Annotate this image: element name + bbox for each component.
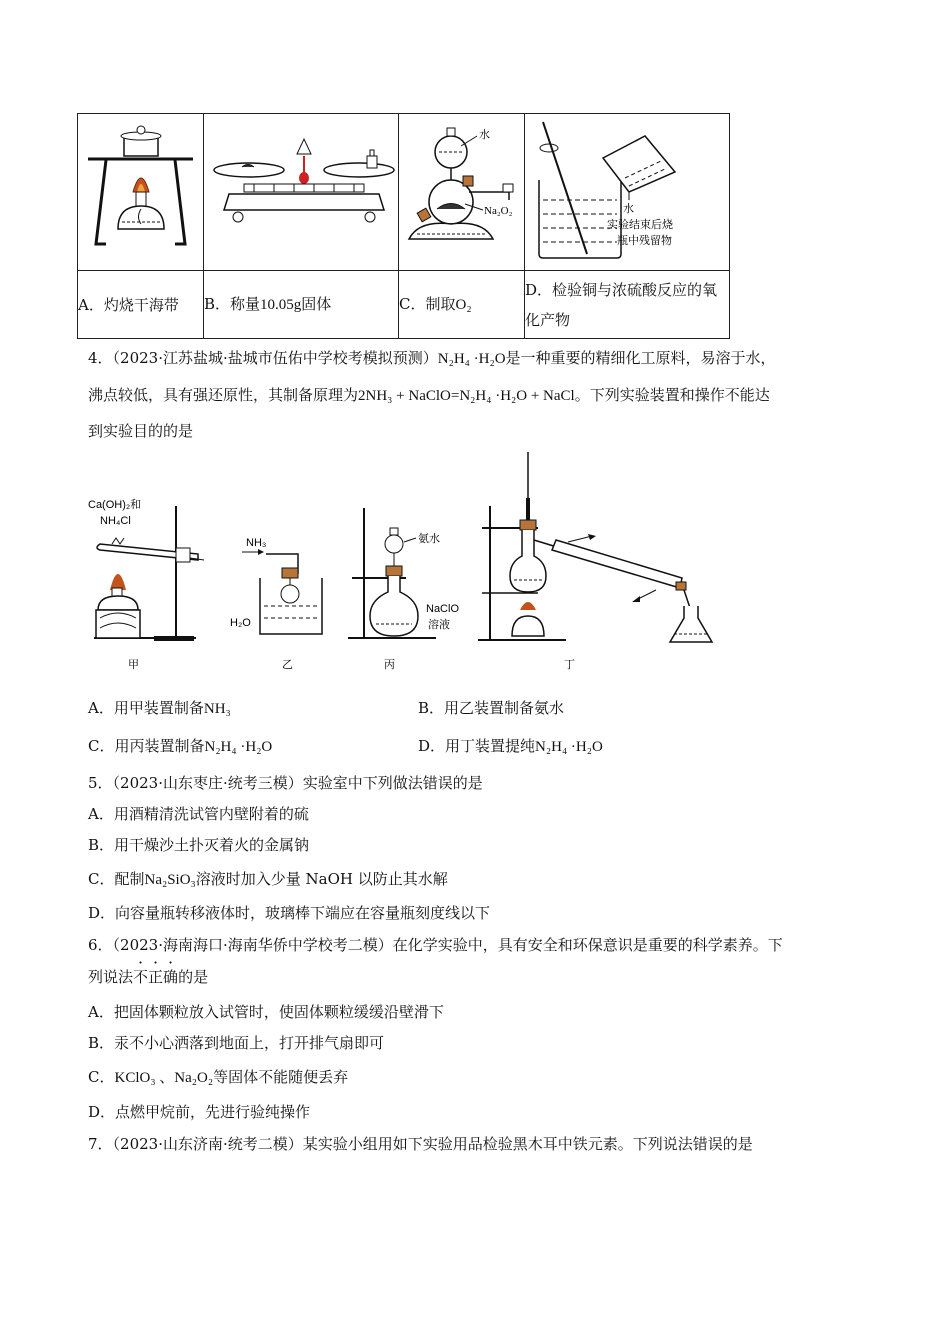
apparatus-jia	[88, 498, 204, 671]
q6-option-c: C．KClO₃ 、Na₂O₂等固体不能随便丢弃	[88, 1068, 349, 1086]
q5-option-d: D．向容量瓶转移液体时，玻璃棒下端应在容量瓶刻度线以下	[88, 904, 491, 922]
svg-text:乙: 乙	[282, 659, 293, 671]
apparatus-yi	[230, 537, 322, 671]
q6-option-d: D．点燃甲烷前，先进行验纯操作	[88, 1103, 311, 1121]
svg-text:NH₃: NH₃	[246, 537, 267, 549]
na2o2-label: Na₂O₂	[484, 205, 513, 217]
pouring-figure	[525, 114, 729, 270]
q3-options-table	[77, 113, 730, 339]
burning-kelp-apparatus-figure	[78, 114, 203, 270]
q4-formula: N₂H₄ ·H₂O	[437, 351, 506, 367]
figure-d-cell	[525, 114, 730, 271]
q5-option-b: B．用干燥沙土扑灭着火的金属钠	[88, 836, 310, 854]
q5-option-c: C．配制Na₂SiO₃溶液时加入少量 NaOH 以防止其水解	[88, 870, 448, 888]
q4-option-a: A．用甲装置制备NH₃	[88, 699, 231, 717]
q6-option-b: B．汞不小心洒落到地面上，打开排气扇即可	[88, 1034, 385, 1052]
residue-label-1: 实验结束后烧	[607, 218, 673, 231]
q4-stem-line-2: 沸点较低，具有强还原性，其制备原理为2NH₃ + NaClO=N₂H₄ ·H₂O + NaCl。下列实验装置和操作不能达	[88, 386, 770, 404]
q4-option-b: B．用乙装置制备氨水	[418, 699, 565, 717]
q4-stem-line-3: 到实验目的的是	[88, 422, 194, 440]
option-c-caption: C．制取O₂	[399, 271, 525, 339]
q7-stem: 7．（2023·山东济南·统考二模）某实验小组用如下实验用品检验黑木耳中铁元素。下列说法错误的是	[88, 1135, 753, 1153]
option-b-caption: B．称量10.05g固体	[204, 271, 399, 339]
option-a-caption: A．灼烧干海带	[78, 271, 204, 339]
svg-text:H₂O: H₂O	[230, 617, 251, 629]
water-label: 水	[479, 128, 490, 141]
apparatus-bing	[348, 508, 459, 671]
svg-text:甲: 甲	[128, 659, 139, 671]
figure-a-cell	[78, 114, 204, 271]
svg-text:氨水: 氨水	[418, 533, 440, 545]
q6-emphasis	[133, 968, 178, 986]
q4-stem-line-1: 4．（2023·江苏盐城·盐城市伍佑中学校考模拟预测）N₂H₄ ·H₂O是一种重要的精细化工原料，易溶于水，	[88, 349, 776, 367]
q4-option-c: C．用丙装置制备N₂H₄ ·H₂O	[88, 737, 273, 755]
svg-text:溶液: 溶液	[428, 619, 450, 631]
svg-text:NH₄Cl: NH₄Cl	[100, 515, 131, 527]
q5-stem: 5．（2023·山东枣庄·统考三模）实验室中下列做法错误的是	[88, 774, 483, 792]
water-d-label: 水	[623, 202, 634, 215]
q5-option-a: A．用酒精清洗试管内壁附着的硫	[88, 805, 309, 823]
figure-c-cell	[399, 114, 525, 271]
q4-equation: 2NH₃ + NaClO=N₂H₄ ·H₂O + NaCl	[358, 388, 575, 404]
figure-b-cell	[204, 114, 399, 271]
svg-text:丁: 丁	[564, 659, 575, 671]
svg-text:丙: 丙	[384, 659, 395, 671]
emphasized-char: 确	[163, 968, 179, 986]
apparatus-ding	[478, 452, 712, 671]
svg-text:NaClO: NaClO	[426, 603, 460, 615]
balance-figure	[204, 114, 398, 270]
q4-apparatus-figure	[86, 448, 726, 676]
residue-label-2: 瓶中残留物	[617, 234, 672, 247]
q6-stem-line-1: 6．（2023·海南海口·海南华侨中学校考二模）在化学实验中，具有安全和环保意识是重要的科学素养。下	[88, 936, 783, 954]
q6-option-a: A．把固体颗粒放入试管时，使固体颗粒缓缓沿壁滑下	[88, 1003, 444, 1021]
emphasized-char: 不	[133, 968, 149, 986]
emphasized-char: 正	[148, 968, 164, 986]
q6-stem-line-2: 列说法不正确的是	[88, 968, 209, 986]
svg-text:Ca(OH)₂和: Ca(OH)₂和	[88, 499, 142, 511]
kipp-generator-figure	[399, 114, 524, 270]
q4-option-d: D．用丁装置提纯N₂H₄ ·H₂O	[418, 737, 603, 755]
option-d-caption: D．检验铜与浓硫酸反应的氧化产物	[525, 271, 730, 339]
